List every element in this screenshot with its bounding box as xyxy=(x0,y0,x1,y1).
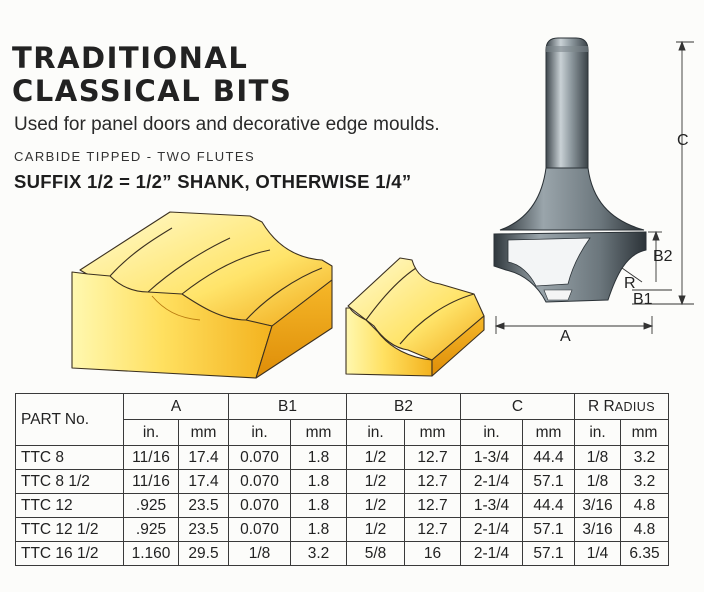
unit-header: mm xyxy=(523,420,575,446)
table-row xyxy=(16,542,669,566)
table-cell: 57.1 xyxy=(523,518,575,542)
table-cell: 4.8 xyxy=(621,518,669,542)
radius-header-initial: R xyxy=(588,397,600,415)
unit-header: in. xyxy=(461,420,523,446)
title-line-1: TRADITIONAL xyxy=(12,41,249,75)
unit-header: mm xyxy=(405,420,461,446)
table-cell: 1/2 xyxy=(347,518,405,542)
column-group-b2: B2 xyxy=(347,394,461,420)
table-row xyxy=(16,518,669,542)
table-cell: 17.4 xyxy=(179,446,229,470)
table-cell: 6.35 xyxy=(621,542,669,566)
table-cell: 0.070 xyxy=(229,518,291,542)
small-moulding-piece xyxy=(346,258,484,376)
table-cell: 4.8 xyxy=(621,494,669,518)
table-cell: 1.8 xyxy=(291,446,347,470)
table-cell: 11/16 xyxy=(124,446,179,470)
table-cell: 1-3/4 xyxy=(461,446,523,470)
table-cell: 1/8 xyxy=(229,542,291,566)
specifications-table xyxy=(15,393,669,566)
table-cell: 57.1 xyxy=(523,470,575,494)
table-cell: 1.160 xyxy=(124,542,179,566)
router-bit-diagram xyxy=(480,28,702,338)
table-cell: 0.070 xyxy=(229,446,291,470)
table-cell: .925 xyxy=(124,494,179,518)
table-cell: 3.2 xyxy=(291,542,347,566)
column-group-c: C xyxy=(461,394,575,420)
part-number-cell: TTC 16 1/2 xyxy=(16,542,124,566)
moulding-profile-illustrations xyxy=(60,198,490,383)
table-cell: 23.5 xyxy=(179,494,229,518)
table-cell: 16 xyxy=(405,542,461,566)
radius-header-rest: ADIUS xyxy=(614,399,655,414)
table-cell: 5/8 xyxy=(347,542,405,566)
table-cell: 11/16 xyxy=(124,470,179,494)
table-header-row xyxy=(16,394,669,420)
table-cell: 1/8 xyxy=(575,446,621,470)
table-cell: 12.7 xyxy=(405,446,461,470)
table-row xyxy=(16,494,669,518)
table-cell: 1/8 xyxy=(575,470,621,494)
part-number-cell: TTC 12 1/2 xyxy=(16,518,124,542)
table-row xyxy=(16,446,669,470)
table-cell: 29.5 xyxy=(179,542,229,566)
part-number-header: PART No. xyxy=(16,394,124,446)
table-cell: 1/4 xyxy=(575,542,621,566)
table-cell: 1-3/4 xyxy=(461,494,523,518)
table-cell: 44.4 xyxy=(523,446,575,470)
title-line-2: CLASSICAL BITS xyxy=(12,74,293,108)
subtitle: Used for panel doors and decorative edge moulds. xyxy=(14,114,440,135)
dimension-a-label: A xyxy=(560,328,571,345)
table-cell: 1.8 xyxy=(291,470,347,494)
table-cell: 57.1 xyxy=(523,542,575,566)
unit-header: mm xyxy=(291,420,347,446)
column-group-radius xyxy=(575,394,669,420)
shank-suffix-note: SUFFIX 1/2 = 1/2” SHANK, OTHERWISE 1/4” xyxy=(14,171,412,192)
dimension-b2-label: B2 xyxy=(653,248,673,265)
unit-header: mm xyxy=(621,420,669,446)
table-cell: 2-1/4 xyxy=(461,542,523,566)
radius-header-rest-initial: R xyxy=(603,397,615,415)
table-cell: 1/2 xyxy=(347,494,405,518)
table-cell: 3/16 xyxy=(575,518,621,542)
table-cell: 44.4 xyxy=(523,494,575,518)
dimension-r-label: R xyxy=(624,275,636,292)
table-cell: 12.7 xyxy=(405,518,461,542)
part-number-cell: TTC 8 xyxy=(16,446,124,470)
bit-shank xyxy=(546,38,588,176)
page-title xyxy=(12,42,292,108)
unit-header: in. xyxy=(124,420,179,446)
table-cell: 2-1/4 xyxy=(461,518,523,542)
part-number-cell: TTC 8 1/2 xyxy=(16,470,124,494)
unit-header: in. xyxy=(575,420,621,446)
table-cell: 0.070 xyxy=(229,470,291,494)
table-cell: 3/16 xyxy=(575,494,621,518)
table-cell: 1/2 xyxy=(347,470,405,494)
table-cell: 12.7 xyxy=(405,470,461,494)
large-moulding-piece xyxy=(72,212,332,378)
table-cell: 3.2 xyxy=(621,470,669,494)
table-cell: 2-1/4 xyxy=(461,470,523,494)
part-number-cell: TTC 12 xyxy=(16,494,124,518)
table-cell: 17.4 xyxy=(179,470,229,494)
unit-header: mm xyxy=(179,420,229,446)
table-cell: .925 xyxy=(124,518,179,542)
table-cell: 1/2 xyxy=(347,446,405,470)
bit-body xyxy=(500,168,644,230)
table-cell: 0.070 xyxy=(229,494,291,518)
carbide-caption: CARBIDE TIPPED - TWO FLUTES xyxy=(14,149,256,164)
dimension-c-label: C xyxy=(677,132,689,149)
column-group-a: A xyxy=(124,394,229,420)
table-cell: 3.2 xyxy=(621,446,669,470)
table-row xyxy=(16,470,669,494)
table-cell: 12.7 xyxy=(405,494,461,518)
table-cell: 23.5 xyxy=(179,518,229,542)
table-cell: 1.8 xyxy=(291,494,347,518)
table-cell: 1.8 xyxy=(291,518,347,542)
unit-header: in. xyxy=(229,420,291,446)
column-group-b1: B1 xyxy=(229,394,347,420)
dimension-b1-label: B1 xyxy=(633,291,653,308)
unit-header: in. xyxy=(347,420,405,446)
